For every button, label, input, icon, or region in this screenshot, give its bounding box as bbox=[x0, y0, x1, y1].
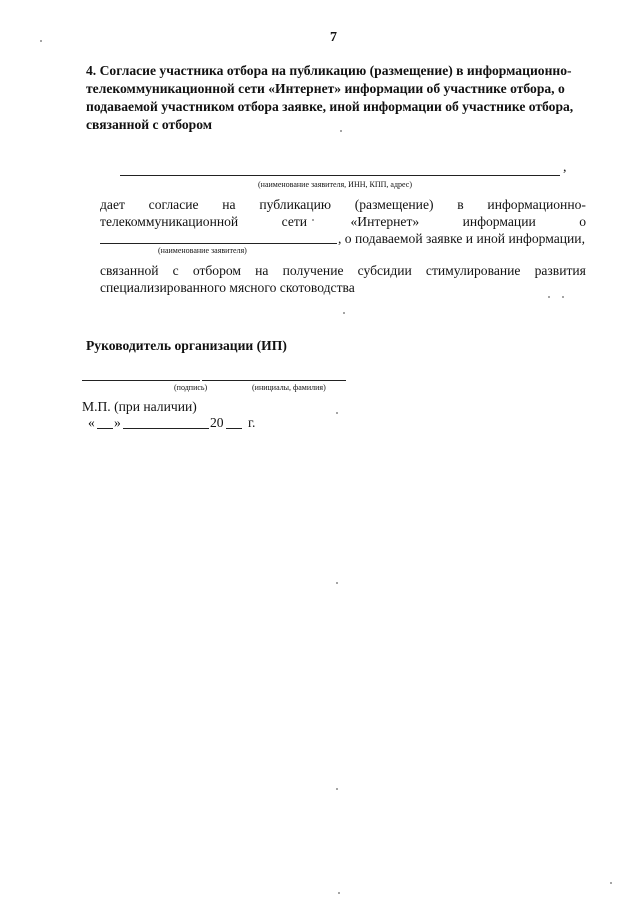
consent-word: отбором bbox=[192, 263, 242, 278]
scan-speck bbox=[340, 130, 342, 132]
consent-line-4 bbox=[100, 262, 586, 279]
consent-word: дает bbox=[100, 197, 125, 212]
consent-word: на bbox=[222, 197, 236, 212]
consent-word: в bbox=[457, 197, 464, 212]
consent-line-2 bbox=[100, 213, 586, 230]
consent-word: (размещение) bbox=[354, 197, 434, 212]
scan-speck bbox=[336, 788, 338, 790]
date-year-blank[interactable] bbox=[226, 428, 242, 429]
consent-word: субсидии bbox=[357, 263, 412, 278]
section-heading bbox=[86, 62, 586, 134]
consent-word: согласие bbox=[148, 197, 199, 212]
signature-title: Руководитель организации (ИП) bbox=[86, 338, 287, 353]
consent-word: информации bbox=[462, 214, 536, 229]
consent-word: связанной bbox=[100, 263, 159, 278]
scan-speck bbox=[40, 40, 42, 42]
date-close-quote: » bbox=[114, 415, 121, 430]
consent-word: с bbox=[172, 263, 179, 278]
applicant-name-caption: (наименование заявителя) bbox=[158, 246, 247, 255]
signature-caption: (подпись) bbox=[174, 383, 208, 392]
applicant-field-caption: (наименование заявителя, ИНН, КПП, адрес) bbox=[258, 180, 412, 189]
scan-speck bbox=[336, 412, 338, 414]
consent-word: сети bbox=[281, 214, 308, 229]
scan-speck bbox=[312, 219, 314, 221]
section-heading-line: подаваемой участником отбора заявке, иной информации об участнике отбора, bbox=[86, 99, 574, 114]
consent-word: телекоммуникационной bbox=[100, 214, 239, 229]
consent-word: развития bbox=[534, 263, 586, 278]
consent-line-3-tail: , о подаваемой заявке и иной информации, bbox=[338, 231, 585, 246]
applicant-trailing-comma: , bbox=[563, 160, 567, 175]
name-blank-line[interactable] bbox=[202, 380, 346, 381]
date-month-blank[interactable] bbox=[123, 428, 209, 429]
consent-word: информационно- bbox=[487, 197, 586, 212]
scan-speck bbox=[548, 296, 550, 298]
consent-word: «Интернет» bbox=[350, 214, 420, 229]
date-open-quote: « bbox=[88, 415, 95, 430]
signature-blank-line[interactable] bbox=[82, 380, 200, 381]
section-heading-line: 4. Согласие участника отбора на публикацию (размещение) в информационно- bbox=[86, 63, 572, 78]
stamp-note: М.П. (при наличии) bbox=[82, 399, 197, 414]
date-year-prefix: 20 bbox=[210, 415, 224, 430]
scan-speck bbox=[610, 882, 612, 884]
consent-word: публикацию bbox=[259, 197, 331, 212]
applicant-name-blank-line[interactable] bbox=[100, 243, 337, 244]
date-day-blank[interactable] bbox=[97, 428, 113, 429]
consent-word: о bbox=[579, 214, 586, 229]
scan-speck bbox=[338, 892, 340, 894]
date-suffix: г. bbox=[248, 415, 256, 430]
consent-word: получение bbox=[282, 263, 344, 278]
applicant-blank-line[interactable] bbox=[120, 175, 560, 176]
scan-speck bbox=[562, 296, 564, 298]
section-heading-line: связанной с отбором bbox=[86, 117, 213, 132]
scan-speck bbox=[336, 582, 338, 584]
consent-line-1 bbox=[100, 196, 586, 213]
page-number: 7 bbox=[330, 30, 337, 45]
scan-speck bbox=[343, 312, 345, 314]
consent-word: на bbox=[255, 263, 269, 278]
section-heading-line: телекоммуникационной сети «Интернет» информации об участнике отбора, о bbox=[86, 81, 565, 96]
consent-line-5: специализированного мясного скотоводства bbox=[100, 280, 355, 295]
consent-word: стимулирование bbox=[425, 263, 521, 278]
name-caption: (инициалы, фамилия) bbox=[252, 383, 326, 392]
